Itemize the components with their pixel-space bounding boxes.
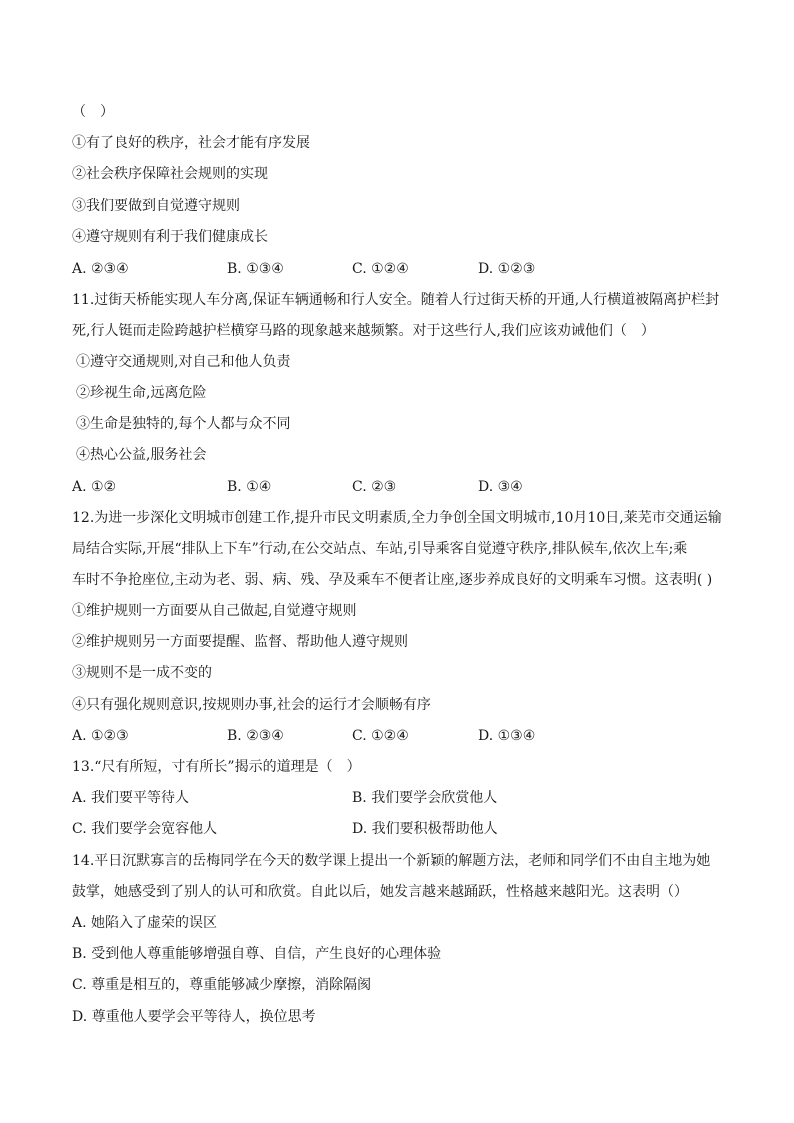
q12-option-c: C. ①②④ — [352, 728, 409, 744]
q14-option-a: A. 她陷入了虚荣的误区 — [72, 915, 218, 931]
q10-item-3: ③我们要做到自觉遵守规则 — [72, 198, 240, 214]
q11-option-b: B. ①④ — [227, 479, 272, 495]
q14-option-b: B. 受到他人尊重能够增强自尊、自信，产生良好的心理体验 — [72, 946, 442, 962]
q13-option-b: B. 我们要学会欣赏他人 — [352, 790, 498, 806]
q12-option-b: B. ②③④ — [227, 728, 284, 744]
q12-item-1: ①维护规则一方面要从自己做起,自觉遵守规则 — [72, 603, 357, 619]
q13-option-d: D. 我们要积极帮助他人 — [352, 821, 498, 837]
q14-option-d: D. 尊重他人要学会平等待人，换位思考 — [72, 1009, 316, 1025]
q11-item-4: ④热心公益,服务社会 — [76, 447, 207, 463]
q10-item-1: ①有了良好的秩序，社会才能有序发展 — [72, 135, 310, 151]
q11-item-1: ①遵守交通规则,对自己和他人负责 — [76, 354, 291, 370]
q14-option-c: C. 尊重是相互的，尊重能够减少摩擦，消除隔阂 — [72, 977, 372, 993]
q13-stem: 13.“尺有所短，寸有所长”揭示的道理是（ ） — [72, 759, 361, 775]
q10-option-d: D. ①②③ — [478, 261, 536, 277]
q14-stem-line-1: 14.平日沉默寡言的岳梅同学在今天的数学课上提出一个新颖的解题方法，老师和同学们不由自主地为她 — [72, 853, 711, 869]
q10-option-b: B. ①③④ — [227, 261, 284, 277]
q11-stem-line-1: 11.过街天桥能实现人车分离,保证车辆通畅和行人安全。随着人行过街天桥的开通,人行横道被隔离护栏封 — [72, 292, 720, 308]
q10-item-4: ④遵守规则有利于我们健康成长 — [72, 229, 268, 245]
q12-stem-line-1: 12.为进一步深化文明城市创建工作,提升市民文明素质,全力争创全国文明城市,10月10日,莱芜市交通运输 — [72, 510, 722, 526]
q11-option-a: A. ①② — [72, 479, 117, 495]
q11-option-c: C. ②③ — [352, 479, 397, 495]
q14-stem-line-2: 鼓掌，她感受到了别人的认可和欣赏。自此以后，她发言越来越踊跃，性格越来越阳光。这表明（） — [72, 884, 688, 900]
q12-item-2: ②维护规则另一方面要提醒、监督、帮助他人遵守规则 — [72, 634, 408, 650]
q12-item-3: ③规则不是一成不变的 — [72, 665, 212, 681]
q13-option-a: A. 我们要平等待人 — [72, 790, 190, 806]
q11-item-3: ③生命是独特的,每个人都与众不同 — [76, 416, 291, 432]
q13-option-c: C. 我们要学会宽容他人 — [72, 821, 218, 837]
q12-item-4: ④只有强化规则意识,按规则办事,社会的运行才会顺畅有序 — [72, 697, 431, 713]
q10-item-2: ②社会秩序保障社会规则的实现 — [72, 166, 268, 182]
q10-option-a: A. ②③④ — [72, 261, 129, 277]
q11-stem-line-2: 死,行人铤而走险跨越护栏横穿马路的现象越来越频繁。对于这些行人,我们应该劝诫他们（ ） — [72, 323, 655, 339]
q11-item-2: ②珍视生命,远离危险 — [76, 385, 207, 401]
q12-option-d: D. ①③④ — [478, 728, 536, 744]
q12-stem-line-3: 车时不争抢座位,主动为老、弱、病、残、孕及乘车不便者让座,逐步养成良好的文明乘车习惯。这表明( ) — [72, 572, 713, 588]
q11-option-d: D. ③④ — [478, 479, 523, 495]
q10-answer-bracket: （ ） — [72, 104, 114, 120]
q10-option-c: C. ①②④ — [352, 261, 409, 277]
q12-stem-line-2: 局结合实际,开展“排队上下车”行动,在公交站点、车站,引导乘客自觉遵守秩序,排队候车,依次上车;乘 — [72, 541, 688, 557]
q12-option-a: A. ①②③ — [72, 728, 129, 744]
